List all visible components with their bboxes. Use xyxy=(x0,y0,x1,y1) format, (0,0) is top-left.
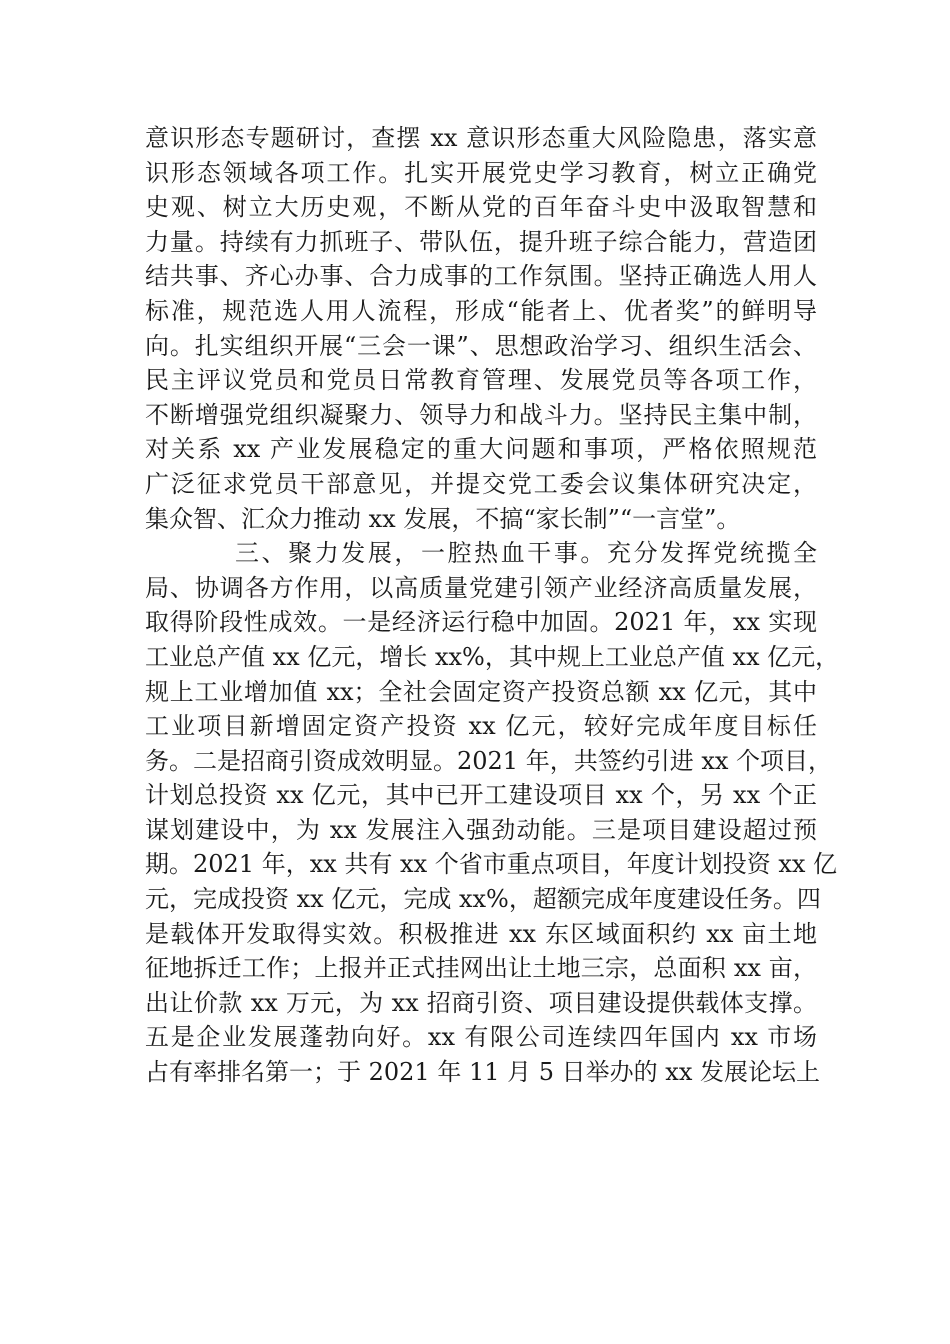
text-line: 务。二是招商引资成效明显。2021 年，共签约引进 xx 个项目， xyxy=(145,746,833,775)
text-line: 对关系 xx 产业发展稳定的重大问题和事项，严格依照规范 xyxy=(145,435,817,464)
body-text xyxy=(145,121,840,1090)
text-line: 出让价款 xx 万元，为 xx 招商引资、项目建设提供载体支撑。 xyxy=(145,988,817,1017)
text-line: 史观、树立大历史观，不断从党的百年奋斗史中汲取智慧和 xyxy=(145,193,817,222)
text-line: 结共事、齐心办事、合力成事的工作氛围。坚持正确选人用人 xyxy=(145,262,817,291)
text-line: 集众智、汇众力推动 xx 发展，不搞“家长制”“一言堂”。 xyxy=(145,504,741,533)
text-line: 计划总投资 xx 亿元，其中已开工建设项目 xx 个，另 xx 个正 xyxy=(145,781,817,810)
text-line: 力量。持续有力抓班子、带队伍，提升班子综合能力，营造团 xyxy=(145,227,817,256)
text-line: 局、协调各方作用，以高质量党建引领产业经济高质量发展， xyxy=(145,573,817,602)
text-line: 征地拆迁工作；上报并正式挂网出让土地三宗，总面积 xx 亩， xyxy=(145,954,817,983)
text-line: 广泛征求党员干部意见，并提交党工委会议集体研究决定， xyxy=(145,469,817,498)
text-line: 工业项目新增固定资产投资 xx 亿元，较好完成年度目标任 xyxy=(145,712,817,741)
text-line: 期。2021 年，xx 共有 xx 个省市重点项目，年度计划投资 xx 亿 xyxy=(145,850,838,879)
text-line: 标准，规范选人用人流程，形成“能者上、优者奖”的鲜明导 xyxy=(145,296,817,325)
text-line: 识形态领域各项工作。扎实开展党史学习教育，树立正确党 xyxy=(145,158,817,187)
text-line: 取得阶段性成效。一是经济运行稳中加固。2021 年，xx 实现 xyxy=(145,608,817,637)
text-line: 规上工业增加值 xx；全社会固定资产投资总额 xx 亿元，其中 xyxy=(145,677,817,706)
text-line: 工业总产值 xx 亿元，增长 xx%，其中规上工业总产值 xx 亿元， xyxy=(145,642,840,671)
section-heading-line: 三、聚力发展，一腔热血干事。充分发挥党统揽全 xyxy=(235,539,817,568)
text-line: 民主评议党员和党员日常教育管理、发展党员等各项工作， xyxy=(145,366,817,395)
text-line: 向。扎实组织开展“三会一课”、思想政治学习、组织生活会、 xyxy=(145,331,817,360)
text-line: 元，完成投资 xx 亿元，完成 xx%，超额完成年度建设任务。四 xyxy=(145,885,821,914)
text-line: 谋划建设中，为 xx 发展注入强劲动能。三是项目建设超过预 xyxy=(145,815,817,844)
text-line: 五是企业发展蓬勃向好。xx 有限公司连续四年国内 xx 市场 xyxy=(145,1023,817,1052)
text-line: 是载体开发取得实效。积极推进 xx 东区域面积约 xx 亩土地 xyxy=(145,919,817,948)
text-line: 不断增强党组织凝聚力、领导力和战斗力。坚持民主集中制， xyxy=(145,400,817,429)
text-line: 意识形态专题研讨，查摆 xx 意识形态重大风险隐患，落实意 xyxy=(145,124,817,152)
text-line: 占有率排名第一；于 2021 年 11 月 5 日举办的 xx 发展论坛上 xyxy=(145,1058,820,1087)
